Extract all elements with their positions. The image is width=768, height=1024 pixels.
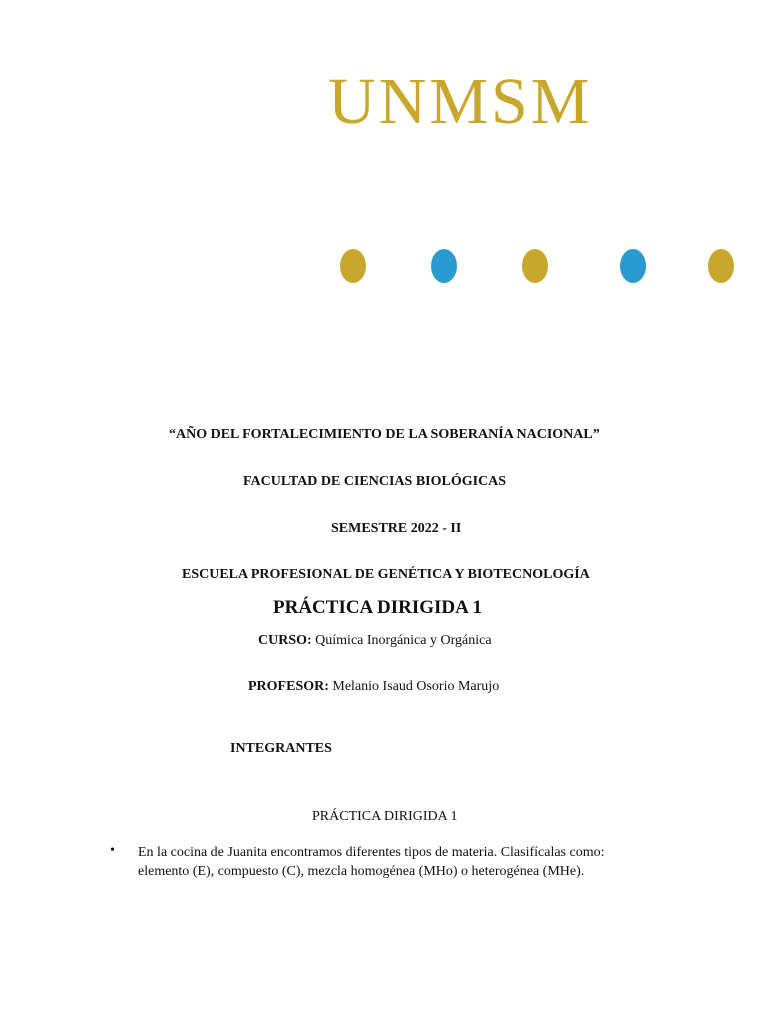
practice-title: PRÁCTICA DIRIGIDA 1 — [273, 597, 483, 618]
professor-value: Melanio Isaud Osorio Marujo — [332, 679, 500, 694]
faculty-name: FACULTAD DE CIENCIAS BIOLÓGICAS — [243, 474, 507, 489]
professor-line — [248, 679, 499, 695]
logo-gold-dot — [522, 263, 548, 283]
school-name: ESCUELA PROFESIONAL DE GENÉTICA Y BIOTECNOLOGÍA — [182, 567, 590, 582]
logo-blue-dot — [620, 263, 646, 283]
bullet-marker: • — [110, 843, 115, 858]
course-value: Química Inorgánica y Orgánica — [315, 633, 492, 648]
logo-blue-dot — [431, 263, 457, 283]
logo-gold-dot — [340, 263, 366, 283]
members-heading: INTEGRANTES — [230, 741, 332, 756]
logo-wordmark-text: UNMSM — [328, 65, 593, 138]
logo-wordmark — [328, 62, 593, 138]
course-label: CURSO: — [258, 633, 312, 648]
semester: SEMESTRE 2022 - II — [331, 521, 462, 536]
logo-gold-dot — [708, 263, 734, 283]
exercise-paragraph: En la cocina de Juanita encontramos diferentes tipos de materia. Clasifícalas como: elemento (E), compuesto (C), mezcla homogénea (MHo) o heterogénea (MHe). — [138, 845, 605, 879]
year-motto: “AÑO DEL FORTALECIMIENTO DE LA SOBERANÍA NACIONAL” — [169, 427, 600, 442]
course-line — [258, 633, 492, 649]
section-title: PRÁCTICA DIRIGIDA 1 — [312, 809, 458, 824]
professor-label: PROFESOR: — [248, 679, 329, 694]
